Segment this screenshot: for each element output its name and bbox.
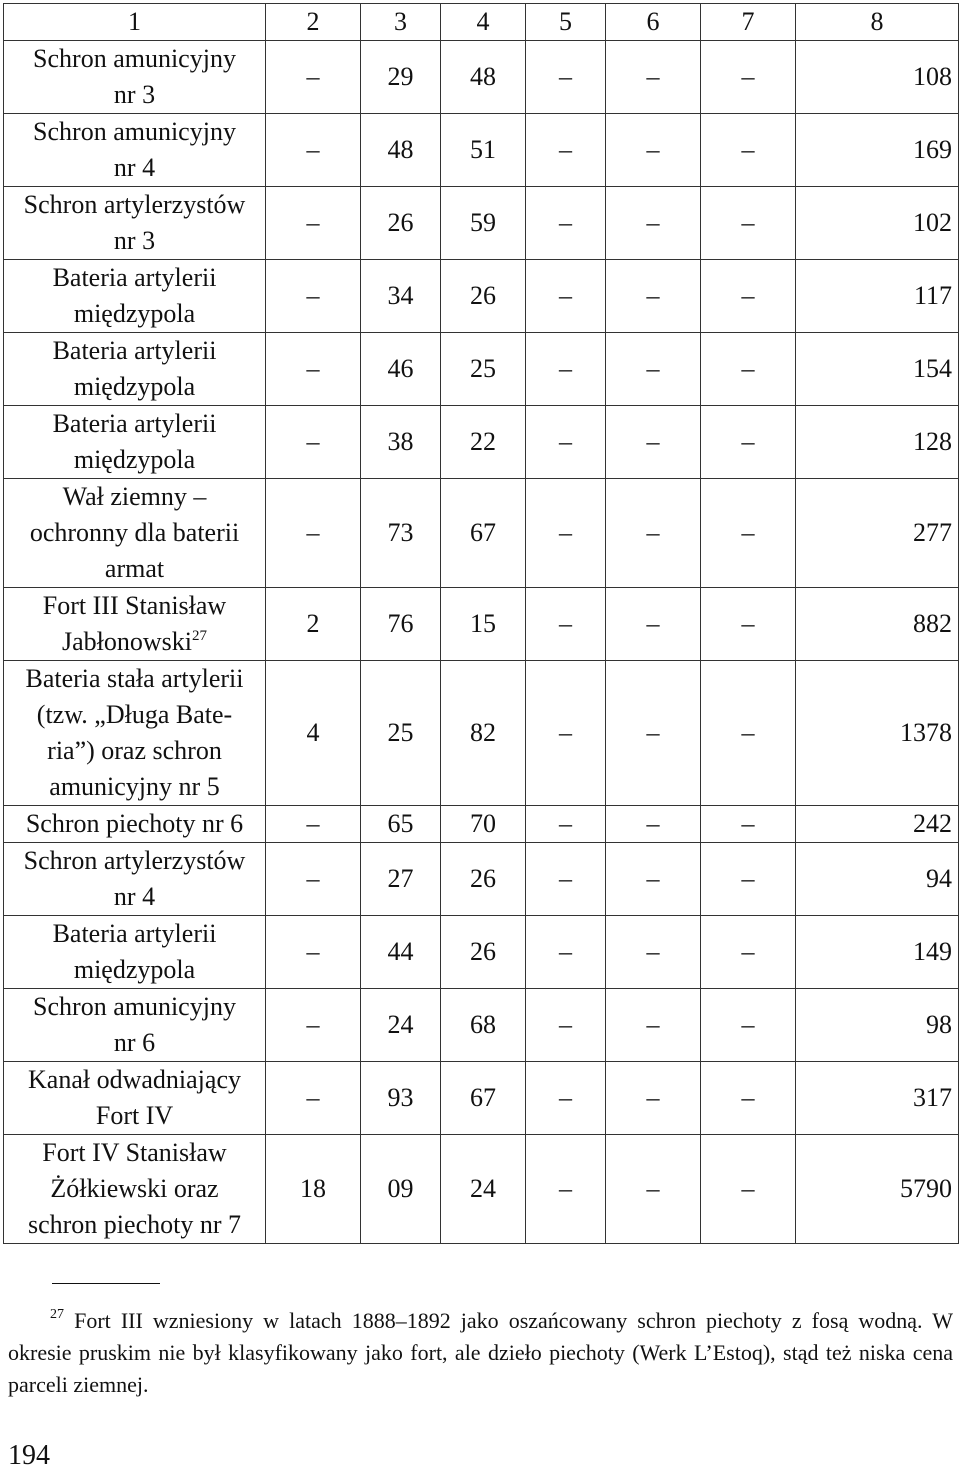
value-cell: – <box>606 41 701 114</box>
value-cell: 38 <box>361 406 441 479</box>
object-name: Schron artylerzystów nr 3 <box>23 190 246 255</box>
object-name: Fort IV Stanisław Żółkiewski oraz schron piechoty nr 7 <box>27 1138 241 1239</box>
value-cell: – <box>526 1135 606 1244</box>
object-name-cell <box>4 843 266 916</box>
object-name: Wał ziemny – ochronny dla baterii armat <box>29 482 240 583</box>
value-cell: – <box>526 588 606 661</box>
value-cell: 70 <box>441 806 526 843</box>
value-cell: 67 <box>441 1062 526 1135</box>
object-name-cell <box>4 260 266 333</box>
table-row <box>4 41 959 114</box>
object-name: Fort III Stanisław Jabłonowski <box>42 591 227 656</box>
table-row <box>4 989 959 1062</box>
value-cell: – <box>266 260 361 333</box>
table-row <box>4 479 959 588</box>
column-header: 3 <box>361 4 441 41</box>
value-cell: – <box>526 479 606 588</box>
value-cell: 102 <box>796 187 959 260</box>
value-cell: 15 <box>441 588 526 661</box>
value-cell: – <box>526 333 606 406</box>
value-cell: – <box>266 333 361 406</box>
value-cell: – <box>526 260 606 333</box>
table-row <box>4 661 959 806</box>
land-parcel-table <box>3 3 959 1244</box>
value-cell: 34 <box>361 260 441 333</box>
table-row <box>4 333 959 406</box>
value-cell: 98 <box>796 989 959 1062</box>
column-header: 8 <box>796 4 959 41</box>
table-row <box>4 916 959 989</box>
value-cell: – <box>266 1062 361 1135</box>
value-cell: – <box>701 588 796 661</box>
value-cell: 67 <box>441 479 526 588</box>
value-cell: 5790 <box>796 1135 959 1244</box>
value-cell: – <box>606 989 701 1062</box>
footnote-text: Fort III wzniesiony w latach 1888–1892 jako oszańcowany schron piechoty z fosą wodną. W okresie pruskim nie był klasyfikowany jako fort, ale dzieło piechoty (Werk L’Estoq), stąd też niska cena parceli ziemnej. <box>8 1308 953 1397</box>
object-name: Schron amunicyjny nr 6 <box>33 992 236 1057</box>
value-cell: 24 <box>361 989 441 1062</box>
value-cell: – <box>606 333 701 406</box>
value-cell: 82 <box>441 661 526 806</box>
value-cell: 76 <box>361 588 441 661</box>
value-cell: 24 <box>441 1135 526 1244</box>
value-cell: – <box>266 806 361 843</box>
object-name-cell <box>4 41 266 114</box>
object-name: Bateria artylerii międzypola <box>52 336 217 401</box>
value-cell: 26 <box>441 260 526 333</box>
value-cell: – <box>266 114 361 187</box>
object-name: Schron artylerzystów nr 4 <box>23 846 246 911</box>
value-cell: – <box>701 843 796 916</box>
value-cell: – <box>701 187 796 260</box>
table-row <box>4 1135 959 1244</box>
value-cell: 48 <box>441 41 526 114</box>
value-cell: 117 <box>796 260 959 333</box>
value-cell: 277 <box>796 479 959 588</box>
value-cell: 26 <box>361 187 441 260</box>
value-cell: – <box>606 260 701 333</box>
value-cell: – <box>606 406 701 479</box>
value-cell: – <box>606 187 701 260</box>
value-cell: – <box>266 989 361 1062</box>
value-cell: – <box>526 661 606 806</box>
footnote <box>8 1305 953 1401</box>
value-cell: 93 <box>361 1062 441 1135</box>
value-cell: 68 <box>441 989 526 1062</box>
object-name: Bateria artylerii międzypola <box>52 919 217 984</box>
table-row <box>4 806 959 843</box>
value-cell: 25 <box>361 661 441 806</box>
table-row <box>4 406 959 479</box>
value-cell: – <box>606 479 701 588</box>
value-cell: – <box>701 41 796 114</box>
value-cell: – <box>701 333 796 406</box>
table-row <box>4 843 959 916</box>
value-cell: – <box>606 916 701 989</box>
value-cell: 317 <box>796 1062 959 1135</box>
value-cell: – <box>526 989 606 1062</box>
object-name-cell <box>4 588 266 661</box>
value-cell: 169 <box>796 114 959 187</box>
object-name: Kanał odwadniający Fort IV <box>28 1065 241 1130</box>
value-cell: 154 <box>796 333 959 406</box>
value-cell: 51 <box>441 114 526 187</box>
value-cell: 2 <box>266 588 361 661</box>
footnote-reference: 27 <box>192 628 207 644</box>
value-cell: 46 <box>361 333 441 406</box>
value-cell: 26 <box>441 843 526 916</box>
object-name-cell <box>4 1135 266 1244</box>
object-name-cell <box>4 661 266 806</box>
value-cell: 108 <box>796 41 959 114</box>
footnote-mark: 27 <box>50 1307 64 1322</box>
value-cell: – <box>701 114 796 187</box>
value-cell: – <box>701 989 796 1062</box>
value-cell: – <box>266 187 361 260</box>
value-cell: 48 <box>361 114 441 187</box>
value-cell: 1378 <box>796 661 959 806</box>
value-cell: 22 <box>441 406 526 479</box>
object-name-cell <box>4 187 266 260</box>
value-cell: – <box>701 1135 796 1244</box>
value-cell: 65 <box>361 806 441 843</box>
value-cell: – <box>526 806 606 843</box>
value-cell: – <box>266 41 361 114</box>
value-cell: – <box>701 806 796 843</box>
value-cell: – <box>526 114 606 187</box>
value-cell: 94 <box>796 843 959 916</box>
value-cell: 149 <box>796 916 959 989</box>
value-cell: – <box>701 916 796 989</box>
column-header: 1 <box>4 4 266 41</box>
value-cell: – <box>701 661 796 806</box>
value-cell: – <box>526 843 606 916</box>
value-cell: – <box>526 41 606 114</box>
object-name: Schron piechoty nr 6 <box>25 809 244 838</box>
value-cell: – <box>606 806 701 843</box>
object-name: Bateria artylerii międzypola <box>52 409 217 474</box>
column-header: 2 <box>266 4 361 41</box>
value-cell: – <box>701 260 796 333</box>
column-header: 7 <box>701 4 796 41</box>
value-cell: 242 <box>796 806 959 843</box>
value-cell: 26 <box>441 916 526 989</box>
value-cell: 25 <box>441 333 526 406</box>
object-name-cell <box>4 1062 266 1135</box>
value-cell: 29 <box>361 41 441 114</box>
object-name-cell <box>4 114 266 187</box>
object-name: Bateria stała artylerii (tzw. „Długa Bate- ria”) oraz schron amunicyjny nr 5 <box>25 664 244 801</box>
value-cell: – <box>701 1062 796 1135</box>
object-name: Schron amunicyjny nr 4 <box>33 117 236 182</box>
value-cell: – <box>606 1135 701 1244</box>
footnote-rule <box>52 1283 160 1284</box>
table-row <box>4 588 959 661</box>
table-row <box>4 1062 959 1135</box>
value-cell: – <box>701 406 796 479</box>
value-cell: – <box>266 406 361 479</box>
object-name: Schron amunicyjny nr 3 <box>33 44 236 109</box>
value-cell: – <box>701 479 796 588</box>
value-cell: – <box>266 916 361 989</box>
value-cell: – <box>606 588 701 661</box>
value-cell: 882 <box>796 588 959 661</box>
column-header: 4 <box>441 4 526 41</box>
value-cell: – <box>266 843 361 916</box>
value-cell: – <box>526 187 606 260</box>
object-name: Bateria artylerii międzypola <box>52 263 217 328</box>
column-header: 5 <box>526 4 606 41</box>
value-cell: – <box>266 479 361 588</box>
object-name-cell <box>4 406 266 479</box>
value-cell: 59 <box>441 187 526 260</box>
table-row <box>4 114 959 187</box>
object-name-cell <box>4 989 266 1062</box>
column-header: 6 <box>606 4 701 41</box>
value-cell: – <box>606 114 701 187</box>
value-cell: 09 <box>361 1135 441 1244</box>
table-header-row <box>4 4 959 41</box>
table-row <box>4 260 959 333</box>
object-name-cell <box>4 806 266 843</box>
value-cell: – <box>526 916 606 989</box>
value-cell: 18 <box>266 1135 361 1244</box>
value-cell: – <box>526 1062 606 1135</box>
value-cell: 128 <box>796 406 959 479</box>
value-cell: – <box>606 1062 701 1135</box>
object-name-cell <box>4 916 266 989</box>
value-cell: – <box>526 406 606 479</box>
value-cell: – <box>606 661 701 806</box>
value-cell: 44 <box>361 916 441 989</box>
value-cell: 73 <box>361 479 441 588</box>
page-number: 194 <box>8 1440 50 1471</box>
table-row <box>4 187 959 260</box>
value-cell: 4 <box>266 661 361 806</box>
object-name-cell <box>4 333 266 406</box>
object-name-cell <box>4 479 266 588</box>
value-cell: 27 <box>361 843 441 916</box>
value-cell: – <box>606 843 701 916</box>
